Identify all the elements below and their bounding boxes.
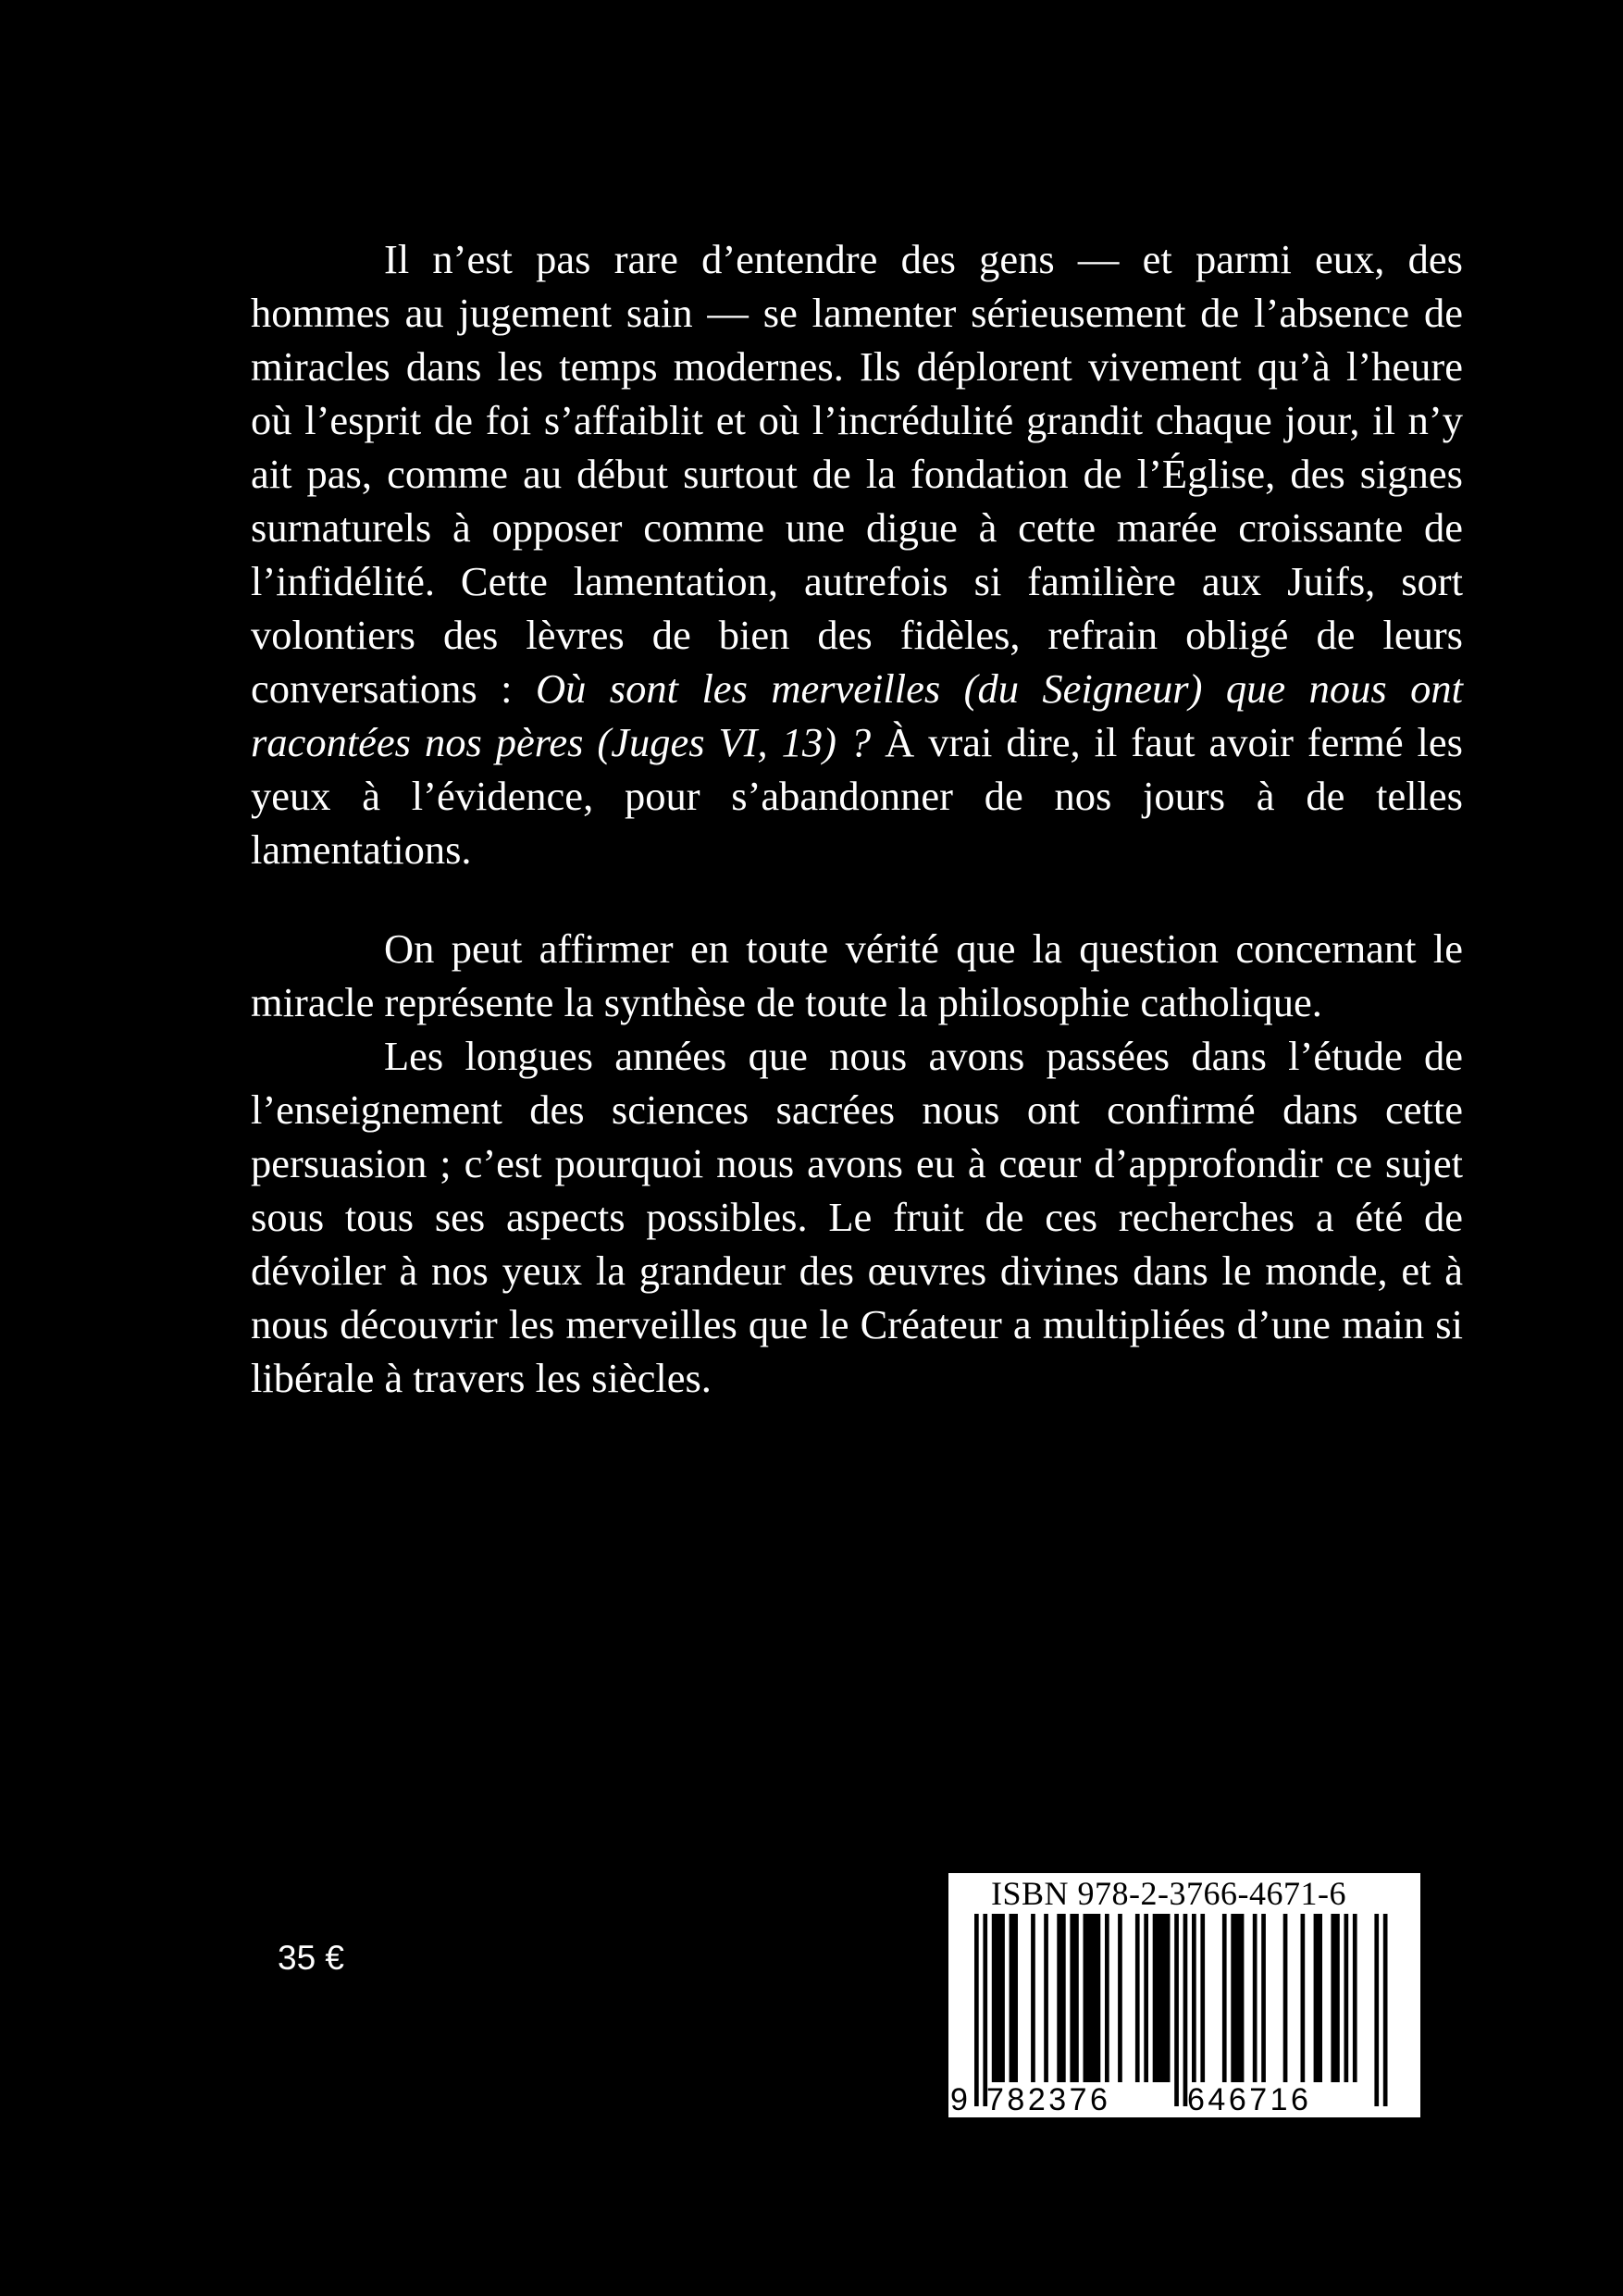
barcode-bar-19 bbox=[1231, 1914, 1244, 2082]
blurb-paragraph-1-text: Il n’est pas rare d’entendre des gens — et parmi eux, des hommes au jugement sain — se lamenter sérieusement de l’absence de miracles dans les temps modernes. Ils déplorent vivement qu’à l’heure où l’esprit de foi s’affaiblit et où l’incrédulité grandit chaque jour, il n’y ait pas, comme au début surtout de la fondation de l’Église, des signes surnaturels à opposer comme une digue à cette marée croissante de l’infidélité. Cette lamentation, autrefois si familière aux Juifs, sort volontiers des lèvres de bien des fidèles, refrain obligé de leurs conversations : bbox=[251, 236, 1463, 712]
blurb-paragraph-2: On peut affirmer en toute vérité que la question concernant le miracle représente la synthèse de toute la philosophie catholique. bbox=[251, 925, 1463, 1025]
blurb-paragraph-1 bbox=[251, 232, 1463, 876]
barcode-bar-4 bbox=[1031, 1914, 1035, 2082]
barcode-bar-6 bbox=[1057, 1914, 1065, 2082]
barcode-bar-7 bbox=[1070, 1914, 1078, 2082]
barcode-bar-17 bbox=[1200, 1914, 1205, 2082]
barcode-bar-10 bbox=[1118, 1914, 1122, 2082]
barcode-bar-1 bbox=[983, 1914, 987, 2106]
barcode-bar-16 bbox=[1192, 1914, 1196, 2082]
barcode-bar-28 bbox=[1374, 1914, 1379, 2106]
barcode-bar-22 bbox=[1283, 1914, 1288, 2082]
barcode-bar-3 bbox=[1010, 1914, 1018, 2082]
barcode-bar-8 bbox=[1084, 1914, 1101, 2082]
barcode-bar-23 bbox=[1301, 1914, 1306, 2082]
barcode-bar-24 bbox=[1314, 1914, 1322, 2082]
isbn-label: ISBN 978-2-3766-4671-6 bbox=[991, 1875, 1346, 1912]
barcode-first-digit: 9 bbox=[950, 2082, 968, 2117]
barcode-bar-20 bbox=[1253, 1914, 1258, 2082]
barcode-bar-26 bbox=[1344, 1914, 1349, 2082]
barcode-bar-29 bbox=[1383, 1914, 1388, 2106]
barcode-bar-0 bbox=[974, 1914, 979, 2106]
barcode-bar-25 bbox=[1331, 1914, 1339, 2082]
bible-quote: Où sont les merveilles (du Seigneur) que nous ont racontées nos pères (Juges VI, 13) ? bbox=[251, 665, 1463, 765]
barcode-bar-15 bbox=[1183, 1914, 1188, 2106]
barcode-bar-21 bbox=[1261, 1914, 1266, 2082]
barcode-bar-14 bbox=[1174, 1914, 1179, 2106]
isbn-barcode bbox=[948, 1873, 1420, 2117]
barcode-bar-9 bbox=[1105, 1914, 1109, 2082]
barcode-left-digits: 782376 bbox=[986, 2082, 1111, 2117]
barcode-bar-5 bbox=[1044, 1914, 1048, 2082]
barcode-bar-27 bbox=[1353, 1914, 1357, 2082]
barcode-bars bbox=[948, 1873, 1420, 2117]
barcode-bar-2 bbox=[992, 1914, 1005, 2082]
barcode-bar-13 bbox=[1153, 1914, 1171, 2082]
blurb-text bbox=[251, 232, 1463, 1405]
blurb-paragraph-1-end: À vrai dire, il faut avoir fermé les yeux à l’évidence, pour s’abandonner de nos jours à de telles lamentations. bbox=[251, 719, 1463, 873]
price-label: 35 € bbox=[278, 1939, 345, 1977]
barcode-bar-18 bbox=[1222, 1914, 1227, 2082]
blurb-paragraph-3: Les longues années que nous avons passées dans l’étude de l’enseignement des sciences sacrées nous ont confirmé dans cette persuasion ; c’est pourquoi nous avons eu à cœur d’approfondir ce sujet sous tous ses aspects possibles. Le fruit de ces recherches a été de dévoiler à nos yeux la grandeur des œuvres divines dans le monde, et à nous découvrir les merveilles que le Créateur a multipliées d’une main si libérale à travers les siècles. bbox=[251, 1033, 1463, 1401]
barcode-bar-11 bbox=[1135, 1914, 1140, 2082]
barcode-bar-12 bbox=[1144, 1914, 1148, 2082]
barcode-right-digits: 646716 bbox=[1187, 2082, 1312, 2117]
